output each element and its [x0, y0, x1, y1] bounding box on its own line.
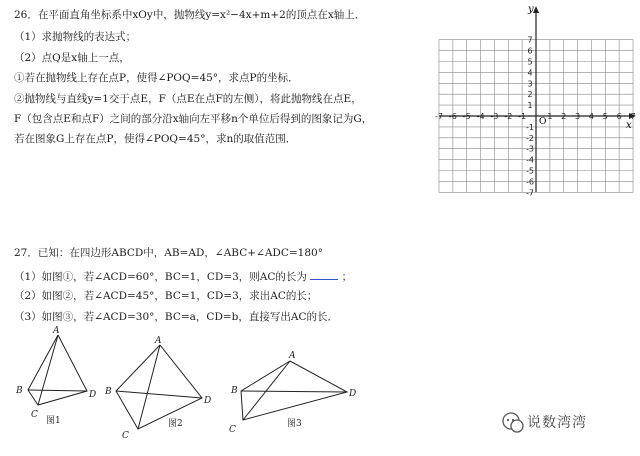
y-tick-label: 2: [527, 90, 533, 100]
y-tick-label: -5: [526, 166, 534, 176]
y-tick-label: -1: [526, 122, 534, 132]
x-tick-label: 2: [561, 112, 567, 121]
p27-q1-text: （1）如图①，若∠ACD=60°，BC=1，CD=3，则AC的长为: [14, 271, 307, 283]
fig3-quad: [241, 361, 347, 420]
fig2-label-a: A: [155, 336, 162, 346]
p26-stem: 26．在平面直角坐标系中xOy中，抛物线y=x²−4x+m+2的顶点在x轴上．: [14, 9, 366, 21]
fig1-label-c: C: [31, 410, 38, 420]
wechat-logo-icon: [500, 410, 526, 436]
p26-q2-2b: F（包含点E和点F）之间的部分沿x轴向左平移n个单位后得到的图象记为G，: [14, 113, 373, 125]
y-tick-label: -3: [526, 144, 534, 154]
fig1-diag-bd: [28, 390, 87, 391]
fig3-label-b: B: [231, 386, 238, 396]
origin-label: O: [539, 117, 547, 127]
p26-q2: （2）点Q是x轴上一点，: [14, 52, 130, 64]
fig3-diag-ac: [243, 361, 290, 420]
fig2-diag-ac: [138, 345, 160, 429]
fig2-label-d: D: [204, 396, 212, 406]
fig1-quad: [28, 335, 87, 405]
fig3-label-c: C: [229, 425, 236, 435]
p27-q2: （2）如图②，若∠ACD=45°，BC=1，CD=3，求出AC的长；: [14, 290, 318, 302]
figure-2: [104, 336, 211, 441]
x-tick-label: 1: [547, 112, 553, 121]
x-axis-label: x: [626, 120, 632, 131]
y-tick-label: -7: [526, 188, 534, 198]
y-tick-label: 5: [527, 57, 533, 67]
y-tick-label: 4: [527, 68, 533, 78]
x-tick-label: -1: [518, 112, 527, 121]
figure-3: [229, 351, 356, 435]
y-axis-label: y: [528, 4, 534, 15]
x-tick-label: -6: [448, 112, 457, 121]
p26-q2-1: ①若在抛物线上存在点P，使得∠POQ=45°，求点P的坐标．: [14, 72, 299, 84]
fig1-caption: 图1: [46, 416, 61, 426]
fig2-diag-bd: [116, 391, 202, 398]
fig3-label-a: A: [289, 351, 296, 361]
fig1-label-b: B: [16, 386, 23, 396]
fig2-caption: 图2: [168, 419, 183, 429]
fig3-caption: 图3: [287, 419, 302, 429]
fig1-label-a: A: [53, 326, 60, 336]
watermark-text: 说数湾湾: [527, 415, 587, 431]
x-tick-label: -4: [476, 112, 485, 121]
x-tick-label: 5: [602, 112, 608, 121]
x-tick-label: -7: [434, 112, 443, 121]
fig2-label-c: C: [122, 431, 129, 441]
p27-q1-suffix: ；: [341, 271, 353, 283]
x-tick-label: -2: [504, 112, 513, 121]
p26-q1: （1）求抛物线的表达式；: [14, 31, 137, 43]
y-tick-label: 6: [527, 46, 533, 56]
p27-q3: （3）如图③，若∠ACD=30°，BC=a，CD=b，直接写出AC的长．: [14, 311, 339, 323]
y-tick-label: -6: [526, 177, 534, 187]
figure-1: [15, 326, 96, 426]
fig3-label-d: D: [349, 389, 357, 399]
fig1-label-d: D: [89, 390, 97, 400]
x-tick-label: 7: [630, 112, 636, 121]
p26-q2-2c: 若在图象G上存在点P，使得∠POQ=45°，求n的取值范围．: [14, 133, 297, 145]
x-tick-label: -5: [462, 112, 471, 121]
p27-stem: 27．已知：在四边形ABCD中，AB=AD，∠ABC+∠ADC=180°: [14, 247, 323, 259]
y-tick-label: -2: [526, 133, 534, 143]
fig2-label-b: B: [105, 387, 112, 397]
y-tick-label: 7: [527, 35, 533, 45]
y-tick-label: 1: [527, 101, 533, 111]
y-tick-label: -4: [526, 155, 534, 165]
x-tick-label: -3: [490, 112, 499, 121]
x-tick-label: 6: [616, 112, 622, 121]
x-tick-label: 3: [575, 112, 581, 121]
y-tick-label: 3: [527, 79, 533, 89]
p26-q2-2a: ②抛物线与直线y=1交于点E，F（点E在点F的左侧），将此抛物线在点E，: [14, 93, 362, 105]
x-tick-label: 4: [588, 112, 594, 121]
fig2-quad: [116, 345, 202, 429]
fig3-diag-bd: [241, 391, 347, 392]
fig1-diag-ac: [38, 335, 58, 405]
